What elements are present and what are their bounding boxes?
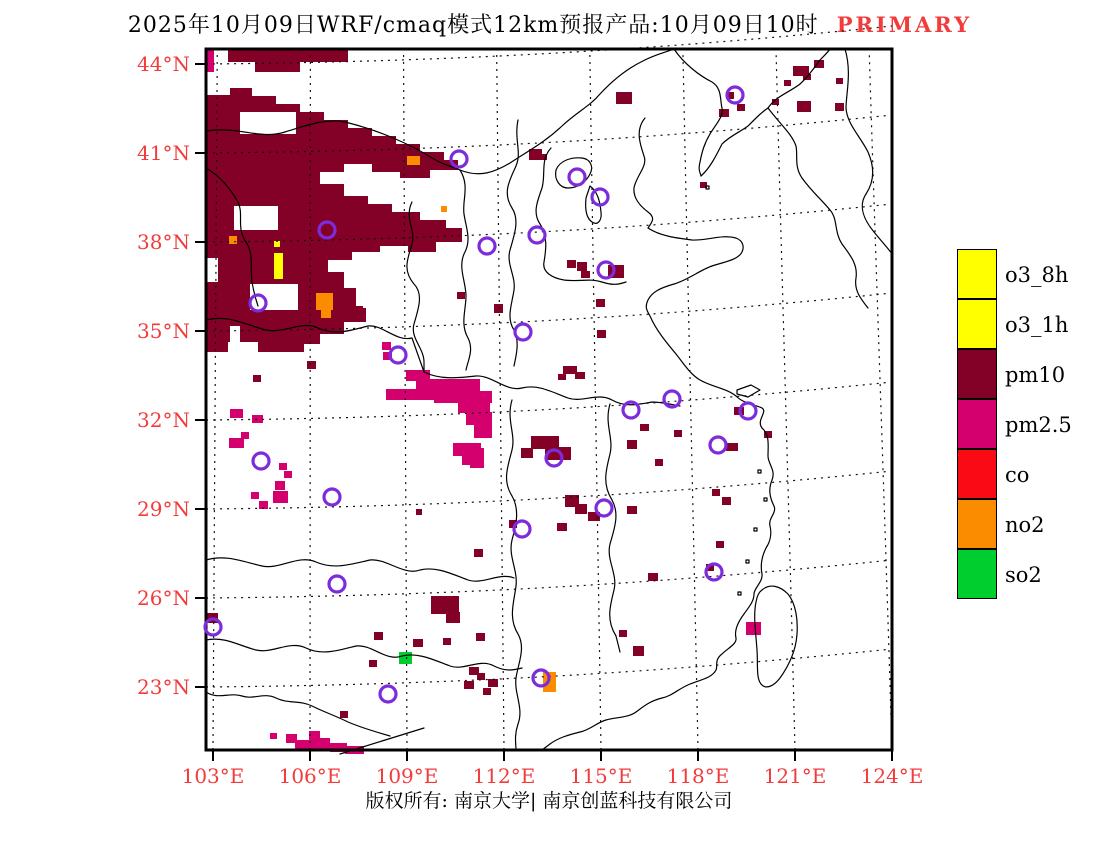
pm25-cell <box>230 409 243 418</box>
lon-label: 115°E <box>569 764 633 788</box>
pm10-cell <box>719 109 729 117</box>
no2-cell <box>321 310 331 318</box>
station-marker <box>390 347 406 363</box>
pm10-cell <box>355 306 363 313</box>
pm10-cell <box>557 523 567 531</box>
o3-cell <box>274 241 280 247</box>
pm10-cell <box>369 660 377 667</box>
pm10-cell <box>206 304 244 326</box>
pm10-cell <box>494 304 503 313</box>
pm10-cell <box>477 673 485 680</box>
station-marker <box>710 437 726 453</box>
pm10-cell <box>640 424 649 431</box>
pm10-cell <box>446 612 460 623</box>
no2-cell <box>316 293 333 310</box>
lat-label: 32°N <box>137 408 190 432</box>
pm10-cell <box>627 506 637 514</box>
pm10-cell <box>716 541 724 548</box>
lat-label: 38°N <box>137 230 190 254</box>
pm10-cell <box>627 440 637 449</box>
longitude-line <box>497 49 504 750</box>
pm25-cell <box>474 425 492 438</box>
pm25-cell <box>382 342 391 350</box>
legend-label: so2 <box>1005 563 1042 587</box>
pm10-cell <box>521 448 533 458</box>
legend-item-o3_1h <box>957 300 1100 350</box>
longitude-line <box>776 49 795 750</box>
pm10-cell <box>307 361 316 369</box>
pm25-cell <box>386 389 438 400</box>
pm10-cell <box>674 430 682 437</box>
pm10-cell <box>581 271 590 278</box>
pm10-cell <box>474 549 483 557</box>
legend-item-pm10 <box>957 350 1100 400</box>
legend-label: pm2.5 <box>1005 413 1072 437</box>
lat-label: 44°N <box>137 52 190 76</box>
o3-cell <box>274 253 283 279</box>
pm10-cell <box>633 646 644 656</box>
lon-label: 124°E <box>860 764 924 788</box>
lon-label: 112°E <box>472 764 536 788</box>
station-marker <box>253 453 269 469</box>
legend-label: o3_1h <box>1005 313 1069 337</box>
copyright-footer: 版权所有: 南京大学| 南京创蓝科技有限公司 <box>365 790 733 812</box>
pm10-cell <box>558 374 566 380</box>
pm10-cell <box>413 639 423 647</box>
pm25-cell <box>466 412 492 425</box>
so2-cell <box>399 652 412 664</box>
pm25-cell <box>275 481 285 490</box>
longitude-line <box>869 49 892 750</box>
legend-label: co <box>1005 463 1030 487</box>
legend-item-so2 <box>957 550 1100 600</box>
legend-item-no2 <box>957 500 1100 550</box>
pm10-cell <box>488 679 498 687</box>
pm10-cell <box>340 711 348 718</box>
pollutant-legend <box>957 250 1100 600</box>
pm25-cell <box>229 438 244 448</box>
pm10-cell <box>648 573 658 581</box>
pm10-cell <box>563 366 577 374</box>
pm10-cell <box>619 630 627 637</box>
clear-pocket <box>206 258 218 282</box>
lat-label: 29°N <box>137 497 190 521</box>
legend-swatch <box>957 349 997 399</box>
legend-item-pm2.5 <box>957 400 1100 450</box>
lon-label: 103°E <box>181 764 245 788</box>
lon-label: 106°E <box>278 764 342 788</box>
pm10-cell <box>416 509 422 515</box>
title-text: 2025年10月09日WRF/cmaq模式12km预报产品:10月09日10时 <box>127 13 819 38</box>
pm10-cell <box>784 80 791 86</box>
pm25-cell <box>241 432 249 439</box>
pm10-region <box>228 49 348 72</box>
legend-label: no2 <box>1005 513 1045 537</box>
legend-swatch <box>957 499 997 549</box>
pm10-cell <box>206 326 230 342</box>
pm10-cell <box>836 78 843 84</box>
lon-label: 121°E <box>763 764 827 788</box>
pm25-cell <box>273 491 288 503</box>
pm10-cell <box>431 596 459 614</box>
legend-swatch <box>957 249 997 299</box>
pm10-cell <box>655 459 663 466</box>
pm10-cell <box>240 324 298 342</box>
no2-cell <box>407 156 420 165</box>
pm10-cell <box>464 681 474 689</box>
station-marker <box>479 238 495 254</box>
station-marker <box>514 521 530 537</box>
station-marker <box>380 686 396 702</box>
pm25-cell <box>270 733 277 739</box>
legend-label: o3_8h <box>1005 263 1069 287</box>
pm25-cell <box>462 454 480 465</box>
station-marker <box>569 169 585 185</box>
no2-cell <box>441 206 447 212</box>
pm25-cell <box>746 622 761 635</box>
pm10-cell <box>797 101 811 112</box>
clear-pocket <box>250 284 298 310</box>
pm25-cell <box>284 471 292 478</box>
station-marker <box>329 576 345 592</box>
latitude-line <box>206 471 892 509</box>
pm10-cell <box>597 330 606 338</box>
pm10-cell <box>457 292 465 299</box>
station-marker <box>515 324 531 340</box>
pm25-cell <box>251 492 259 499</box>
pm10-cell <box>575 504 587 514</box>
legend-swatch <box>957 399 997 449</box>
pm10-cell <box>712 489 720 496</box>
lat-label: 41°N <box>137 141 190 165</box>
legend-swatch <box>957 549 997 599</box>
no2-cell <box>229 236 237 244</box>
pm10-cell <box>577 262 587 271</box>
pm10-cell <box>206 340 228 352</box>
pm10-cell <box>253 375 261 382</box>
legend-item-co <box>957 450 1100 500</box>
pm25-cell <box>458 401 490 413</box>
pm10-cell <box>575 372 585 379</box>
pm10-cell <box>374 632 383 640</box>
pm10-cell <box>737 104 745 111</box>
lon-label: 109°E <box>375 764 439 788</box>
pm10-cell <box>529 149 542 160</box>
pm10-cell <box>567 260 576 268</box>
pm10-cell <box>722 497 731 505</box>
lat-label: 23°N <box>137 675 190 699</box>
latitude-line <box>206 382 892 420</box>
pm10-cell <box>258 340 304 352</box>
lon-label: 118°E <box>666 764 730 788</box>
pm10-cell <box>483 688 491 695</box>
pm10-cell <box>835 103 844 111</box>
station-marker <box>451 151 467 167</box>
pm25-cell <box>252 415 263 423</box>
pm10-cell <box>476 633 485 641</box>
pm10-cell <box>616 92 632 104</box>
pm10-cell <box>443 638 451 645</box>
pm25-cell <box>279 463 287 470</box>
legend-swatch <box>957 299 997 349</box>
lat-label: 26°N <box>137 586 190 610</box>
pm10-cell <box>596 299 605 307</box>
station-marker <box>324 489 340 505</box>
latitude-line <box>206 560 892 598</box>
legend-swatch <box>957 449 997 499</box>
title-pollutant-tag: PRIMARY <box>836 12 973 37</box>
station-marker <box>529 227 545 243</box>
longitude-line <box>590 49 601 750</box>
pm10-cell <box>726 443 738 451</box>
lat-label: 35°N <box>137 319 190 343</box>
legend-item-o3_8h <box>957 250 1100 300</box>
legend-label: pm10 <box>1005 363 1066 387</box>
station-marker <box>596 500 612 516</box>
